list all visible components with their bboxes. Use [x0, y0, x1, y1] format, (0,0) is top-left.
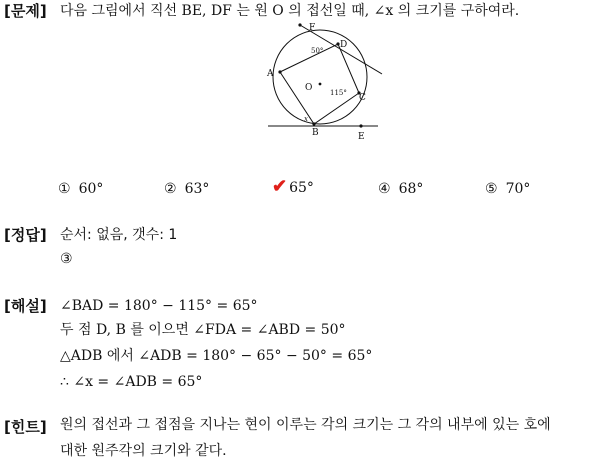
choice-value: 68°	[398, 181, 424, 197]
choice-value: 63°	[184, 181, 210, 197]
hint-tag: [힌트]	[4, 418, 47, 436]
label-angle-x: x	[304, 115, 308, 123]
choice-5[interactable]	[485, 180, 530, 198]
problem-tag: [문제]	[4, 2, 47, 20]
choice-number: ⑤	[485, 181, 498, 197]
choice-1[interactable]	[58, 180, 103, 198]
label-d: D	[340, 40, 348, 50]
checkmark-icon: ✔	[272, 176, 288, 197]
point-f	[298, 23, 301, 26]
label-angle-50: 50°	[311, 47, 324, 55]
label-e: E	[358, 132, 365, 142]
choice-number: ①	[58, 181, 71, 197]
hint-line-2: 대한 원주각의 크기와 같다.	[60, 443, 227, 459]
choice-4[interactable]	[378, 180, 423, 198]
label-a: A	[267, 69, 274, 79]
choice-value: 60°	[78, 181, 104, 197]
answer-value: ③	[60, 251, 73, 267]
explanation-line-3: △ADB 에서 ∠ADB = 180° − 65° − 50° = 65°	[60, 348, 373, 364]
point-e	[359, 124, 362, 127]
explanation-tag: [해설]	[4, 297, 47, 315]
choice-value: 65°	[289, 180, 314, 196]
label-b: B	[312, 128, 319, 138]
center-o	[319, 83, 322, 86]
explanation-line-4: ∴ ∠x = ∠ADB = 65°	[60, 374, 203, 390]
explanation-line-2: 두 점 D, B 를 이으면 ∠FDA = ∠ABD = 50°	[60, 322, 346, 338]
choice-number: ②	[164, 181, 177, 197]
circle-o	[273, 30, 367, 124]
label-angle-115: 115°	[330, 89, 347, 97]
point-b	[312, 122, 315, 125]
explanation-line-1: ∠BAD = 180° − 115° = 65°	[60, 298, 258, 314]
hint-line-1: 원의 접선과 그 접점을 지나는 현이 이루는 각의 크기는 그 각의 내부에 있는 호에	[60, 417, 551, 433]
label-o: O	[305, 83, 313, 93]
choice-2[interactable]	[164, 180, 209, 198]
choice-value: 70°	[505, 181, 531, 197]
problem-question: 다음 그림에서 직선 BE, DF 는 원 O 의 접선일 때, ∠x 의 크기를 구하여라.	[60, 3, 520, 19]
label-c: C	[359, 93, 366, 103]
geometry-figure	[260, 22, 400, 144]
label-f: F	[309, 23, 316, 33]
choice-number: ④	[378, 181, 391, 197]
choice-3[interactable]	[272, 178, 314, 197]
answer-tag: [정답]	[4, 226, 47, 244]
answer-meta: 순서: 없음, 갯수: 1	[60, 227, 178, 243]
point-a	[278, 70, 281, 73]
